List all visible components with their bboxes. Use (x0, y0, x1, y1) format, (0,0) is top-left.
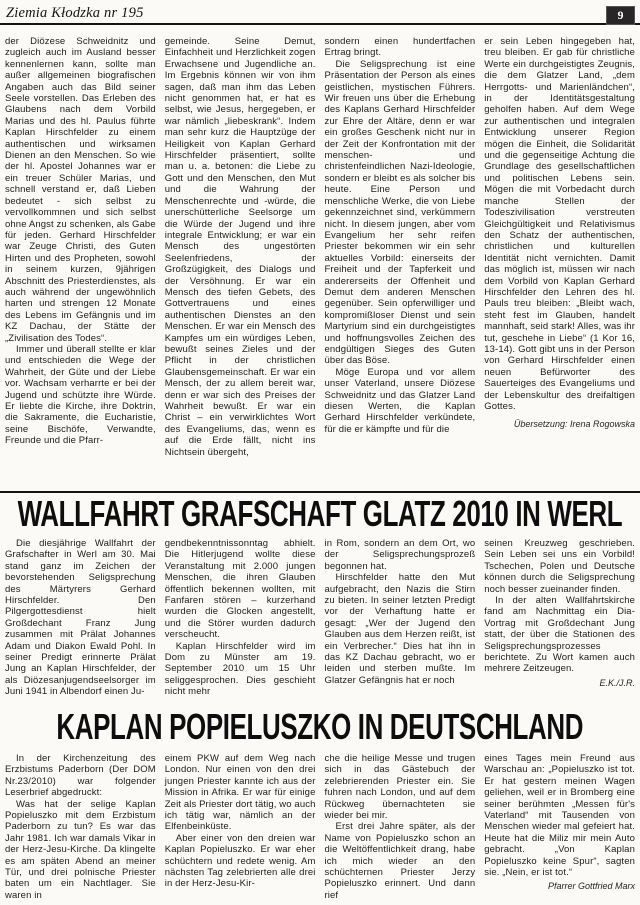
paragraph: er sein Leben hingegeben hat, treu bleiben. Er gab für christliche Werte ein durchgeistigtes Zeugnis, die dem Glatzer Land, „dem Herrgotts- und Marienländchen“, in der Identitätsgestaltung geholfen haben. Auf dem Wege zur authentischen und integralen Entwicklung unserer Region mögen die Einheit, die Solidarität und die gegenseitige Achtung die Grundlage des gesellschaftlichen und politischen Lebens sein. Mögen die mit Vorbedacht durch manche Stellen der Todeszivilisation verstreuten Gleichgültigkeit und Relativismus den Schatz der authentischen, christlichen und kulturellen Identität nicht vernichten. Damit das möglich ist, müssen wir nach dem Vorbild von Kaplan Gerhard Hirschfelder den Lehren des hl. Pauls treu bleiben: „Bleibt wach, steht fest im Glauben, handelt mannhaft, seid stark! Alles, was ihr tut, geschehe in Liebe“ (1 Kor 16, 13-14). Gott gibt uns in der Person von Gerhard Hirschfelder einen neuen Befürworter des Sauerteiges des Evangeliums und der Lebenskultur des dreifaltigen Gottes. (484, 36, 635, 412)
header-divider (0, 23, 640, 25)
headline-popieluszko (0, 707, 640, 747)
paragraph: eines Tages mein Freund aus Warschau an: „Popieluszko ist tot. Er hat gestern meinen Wagen geliehen, weil er in Bromberg eine seiner berühmten „Messen für's Vaterland“ mit Tausenden von Menschen wieder mal gefeiert hat. Heute hat die Miliz mir mein Auto gebracht. „Von Kaplan Popieluszko keine Spur“, sagten sie. „Nein, er ist tot.“ (484, 753, 635, 879)
text-column-4 (484, 538, 635, 698)
text-column-4 (484, 753, 635, 902)
column-text (484, 36, 635, 412)
paragraph: In der alten Wallfahrtskirche fand am Nachmittag ein Dia-Vortrag mit Großdechant Jung statt, der über die Stationen des Seligsprechungsprozesses berichtete. Zu Wort kamen auch mehrere Zeitzeugen. (484, 595, 635, 675)
text-column-3 (325, 36, 476, 488)
paragraph: Die diesjährige Wallfahrt der Grafschafter in Werl am 30. Mai stand ganz im Zeichen der bevorstehenden Seligsprechung des Märtyrers Gerhard Hirschfelder. Den Pilgergottesdienst hielt Großdechant Franz Jung zusammen mit Prälat Johannes Adam und Diakon Ewald Pohl. In seiner Predigt erinnerte Prälat Jung an Kaplan Hirschfelder, der als Diözesanjugendseelsorger im Juni 1941 in Albendorf einen Ju- (5, 538, 156, 698)
text-column-2 (165, 538, 316, 698)
headline-wallfahrt-text: WALLFAHRT GRAFSCHAFT GLATZ 2010 IN WERL (17, 493, 623, 534)
author-credit: Pfarrer Gottfried Marx (547, 881, 635, 892)
paragraph: che die heilige Messe und trugen sich in das Gästebuch der zelebrierenden Priester ein. Sie fuhren nach London, und auf dem Rückweg übernachteten sie wieder bei mir. (324, 753, 476, 822)
paragraph: sondern einen hundertfachen Ertrag bringt. (324, 36, 476, 59)
page-header (0, 0, 640, 23)
article-hirschfelder-continuation (0, 36, 640, 488)
paragraph: gendbekenntnissonntag abhielt. Die Hitlerjugend wollte diese Veranstaltung mit 2.000 jungen Menschen, die ihren Glauben öffentlich bekennen wollten, mit Fanfaren stören – kurzerhand wurden die Glocken angestellt, und die Störer wurden dadurch verscheucht. (164, 538, 316, 641)
text-column-4 (484, 36, 635, 488)
text-column-2 (165, 36, 316, 488)
masthead-title: Ziemia Kłodzka nr 195 (6, 5, 144, 21)
text-column-1 (5, 753, 156, 902)
translator-credit: Übersetzung: Irena Rogowska (513, 419, 635, 430)
text-column-2 (165, 753, 316, 902)
paragraph: einem PKW auf dem Weg nach London. Nur einen von den drei jungen Priester kannte ich aus der Mission in Afrika. Er war für einige Zeit als Priester dort tätig, wo auch ich tätig war, nämlich an der Elfenbeinküste. (164, 753, 316, 833)
paragraph: Die Seligsprechung ist eine Präsentation der Person als eines geistlichen, mystischen Führers. Wir freuen uns über die Erhebung des Kaplans Gerhard Hirschfelder zur Ehre der Altäre, denn er war ein großes Geschenk nicht nur in der Zeit der Konfrontation mit der menschen- und christenfeindlichen Nazi-Ideologie, sondern er bleibt es als solcher bis heute. Eine Person und menschliche Werke, die von Liebe gekennzeichnet sind, verkümmern nicht. In diesem jungen, aber vom Evangelium her sehr reifen Priester bekommen wir ein sehr aktuelles Vorbild: einerseits der Freiheit und der Tapferkeit und andererseits der Offenheit und Demut dem anderen Menschen gegenüber. Sein opferwilliger und kompromißloser Dienst und sein Martyrium sind ein durchgeistigtes und hoffnungsvolles Zeichen des endgültigen Sieges des Guten über das Böse. (324, 58, 476, 367)
text-column-1 (5, 36, 156, 488)
text-column-1 (5, 538, 156, 698)
author-initials: E.K./J.R. (599, 677, 635, 688)
column-text (484, 753, 635, 878)
headline-wallfahrt (0, 495, 640, 533)
column-text (484, 538, 635, 675)
paragraph: gemeinde. Seine Demut, Einfachheit und Herzlichkeit zogen Erwachsene und Jugendliche an. Im Ergebnis können wir von ihm sagen, daß man ihm das Leben nicht genommen hat, er hat es selbst, wie Jesus, hergegeben, er war nämlich „liebeskrank“. Indem man sehr kurz die Hauptzüge der Heiligkeit von Kaplan Gerhard Hirschfelder präsentiert, sollte man u. a. betonen: die Liebe zu Gott und den Menschen, den Mut und die Wahrung der Menschenrechte und -würde, die unerschütterliche Seelsorge um die Würde der Jugend und ihre integrale Entwicklung; er war ein Mensch des ungestörten Seelenfriedens, der Großzügigkeit, des Dialogs und der Versöhnung. Er war ein Mensch des tiefen Gebets, des Gottvertrauens und eines authentischen Dienstes an den Menschen. Er war ein Mensch des Kampfes um ein würdiges Leben, bewußt seines Zieles und der Pflicht in der christlichen Glaubensgemeinschaft. Er war ein Mensch, der zu allem bereit war, denn er war sich des Preises der Wahrheit bewußt. Er war ein Christ – ein verwirklichtes Wort des Evangeliums, das, wenn es auf die Erde fällt, nicht ins Nichtsein übergeht, (164, 36, 316, 458)
paragraph: in Rom, sondern an dem Ort, wo der Seligsprechungsprozeß begonnen hat. (324, 538, 476, 572)
paragraph: Möge Europa und vor allem unser Vaterland, unsere Diözese Schweidnitz und das Glatzer Land diesen Werten, die Kaplan Gerhard Hirschfelder verkündete, für die er kämpfte und für die (324, 366, 476, 435)
paragraph: Aber einer von den dreien war Kaplan Popieluszko. Er war eher schüchtern und redete wenig. Am nächsten Tag zelebrierten alle drei in der Herz-Jesu-Kir- (164, 832, 316, 890)
paragraph: der Diözese Schweidnitz und zugleich auch im Ausland besser kennenlernen kann, sollte man außer allgemeinen biografischen Angaben auch das Bild seiner Seele vorstellen. Das Erleben des Glaubens nach dem Vorbild Marias und des hl. Paulus führte Kaplan Hirschfelder zu einem authentischen und wirksamen Dienen an den Menschen. So wie der hl. Apostel Johannes war er ein treuer Schüler Marias, und schnell verstand er, daß Lieben bedeutet - sich selbst zu vervollkommnen und sich selbst ohne Angst zu schenken, als Gabe für jeden. Gerhard Hirschfelder war Zeuge Christi, des Guten Hirten und des Propheten, sowohl in seinem kurzen, 9jährigen Abschnitt des Priesterdienstes, als auch während der ungewöhnlich harten und strengen 12 Monate des Lebens im Gefängnis und im KZ Dachau, der Stätte der „Zivilisation des Todes“. (5, 36, 156, 344)
paragraph: Immer und überall stellte er klar und entschieden die Wege der Wahrheit, der Güte und der Liebe vor. Wachsam verharrte er bei der Jugend und schützte ihre Würde. Er liebte die Kirche, ihre Doktrin, die Sakramente, die Eucharistie, seine Bischöfe, Verwandte, Freunde und die Pfarr- (5, 343, 156, 447)
paragraph: Erst drei Jahre später, als der Name von Popieluszko schon an die Weltöffentlichkeit drang, habe ich mich wieder an den schüchternen Priester Jerzy Popieluszko erinnert. Und dann rief (324, 821, 476, 901)
paragraph: Was hat der selige Kaplan Popieluszko mit dem Erzbistum Paderborn zu tun? Es war das Jahr 1981. Ich war damals Vikar in der Herz-Jesu-Kirche. Da klingelte es am späten Abend an meiner Tür, und drei polnische Priester baten um ein Nachtlager. Sie waren in (5, 798, 156, 901)
article-popieluszko (0, 753, 640, 902)
text-column-3 (325, 753, 476, 902)
paragraph: seinen Kreuzweg geschrieben. Sein Leben sei uns ein Vorbild! Tschechen, Polen und Deutsche können durch die Seligsprechung noch besser zueinander finden. (484, 538, 635, 595)
article-wallfahrt (0, 538, 640, 698)
paragraph: Kaplan Hirschfelder wird im Dom zu Münster am 19. September 2010 um 15 Uhr seliggesprochen. Dies geschieht nicht mehr (164, 640, 316, 698)
paragraph: In der Kirchenzeitung des Erzbistums Paderborn (Der DOM Nr.23/2010) war folgender Leserbrief abgedruckt: (5, 753, 156, 799)
text-column-3 (325, 538, 476, 698)
paragraph: Hirschfelder hatte den Mut aufgebracht, den Nazis die Stirn zu bieten. In seiner letzten Predigt vor der Verhaftung hatte er gesagt: „Wer der Jugend den Glauben aus dem Herzen reißt, ist ein Verbrecher.“ Dies hat ihn in das KZ Dachau gebracht, wo er leiden und sterben mußte. Im Glatzer Gefängnis hat er noch (324, 572, 476, 686)
headline-popieluszko-text: KAPLAN POPIELUSZKO IN DEUTSCHLAND (56, 706, 584, 747)
page-number-badge: 9 (606, 6, 635, 25)
